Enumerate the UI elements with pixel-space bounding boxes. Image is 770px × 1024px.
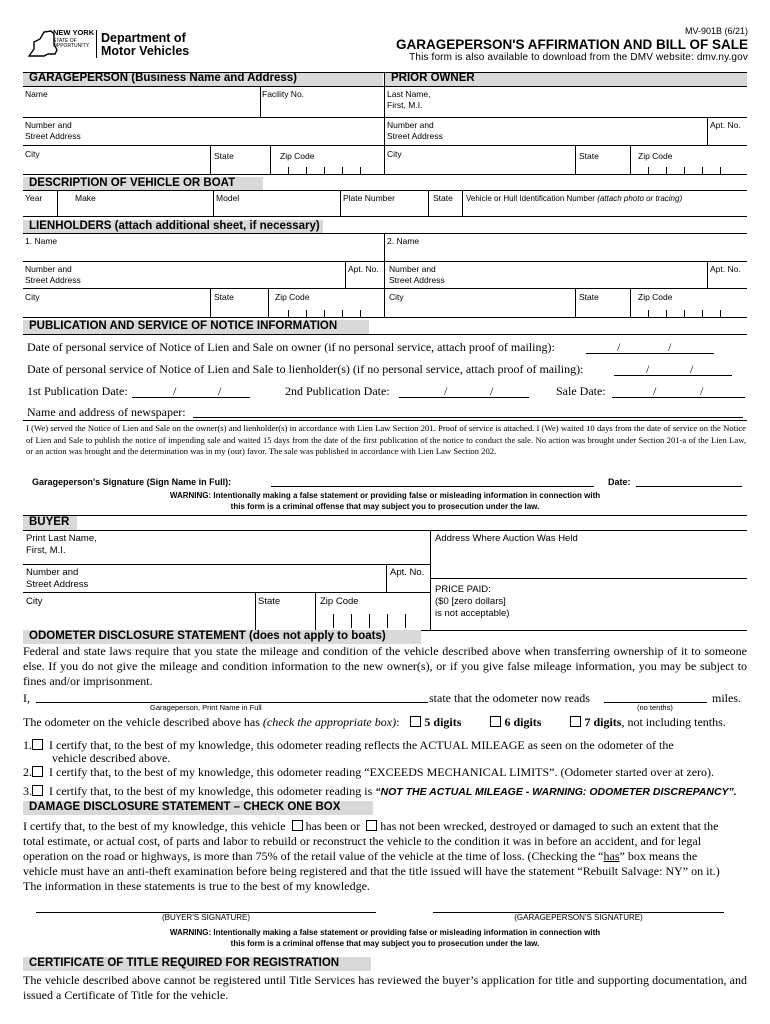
odometer-heading: ODOMETER DISCLOSURE STATEMENT (does not apply to boats) [23,630,421,644]
garage-city-label: City [25,149,40,159]
prior-street-label: Street Address [387,131,443,141]
damage-warning-line1: WARNING: Intentionally making a false statement or providing false or misleading information in connection with [169,928,601,937]
publication-warning-line2: this form is a criminal offense that may subject you to prosecution under the law. [230,502,540,511]
lien2-number-label: Number and [389,264,436,274]
buyer-street-label: Street Address [26,579,89,590]
form-number: MV-901B (6/21) [684,26,748,36]
prior-number-label: Number and [387,120,434,130]
garage-zip-label: Zip Code [280,151,315,161]
first-publication-label: 1st Publication Date: [27,384,128,398]
odometer-state-reads-label: state that the odometer now reads [429,691,590,705]
owner-service-date-field[interactable] [586,353,714,354]
garage-street-label: Street Address [25,131,81,141]
prior-owner-heading: PRIOR OWNER [385,72,747,86]
buyer-state-label: State [258,596,281,607]
buyer-last-name-label: Print Last Name, [26,533,97,544]
garageperson-heading: GARAGEPERSON (Business Name and Address) [23,72,383,86]
garage-number-label: Number and [25,120,72,130]
prior-apt-label: Apt. No. [710,120,741,130]
buyer-number-label: Number and [26,567,79,578]
print-name-caption: Garageperson, Print Name in Full [150,703,262,712]
prior-city-label: City [387,149,402,159]
not-actual-checkbox[interactable] [32,785,43,796]
lien1-state-label: State [214,292,234,302]
lien1-city-label: City [25,292,40,302]
lien1-name-label: 1. Name [25,236,58,246]
seven-digits-checkbox[interactable] [570,716,581,727]
newspaper-field[interactable] [193,417,743,418]
sale-date-label: Sale Date: [556,384,606,398]
damage-warning-line2: this form is a criminal offense that may subject you to prosecution under the law. [230,939,540,948]
dept-line1: Department of [101,31,186,45]
buyer-city-label: City [26,596,43,607]
lien2-street-label: Street Address [389,275,445,285]
lien2-zip-label: Zip Code [638,292,673,302]
logo-divider [96,30,97,58]
sale-date-field[interactable] [612,397,745,398]
prior-last-name-label: Last Name, [387,89,431,99]
prior-state-label: State [579,151,599,161]
publication-warning-line1: WARNING: Intentionally making a false statement or providing false or misleading information in connection with [169,491,601,500]
certificate-heading: CERTIFICATE OF TITLE REQUIRED FOR REGISTRATION [23,957,371,971]
prior-first-mi-label: First, M.I. [387,100,423,110]
damage-heading: DAMAGE DISCLOSURE STATEMENT – CHECK ONE BOX [23,801,373,815]
garage-signature-field[interactable] [271,486,594,487]
logo-line3: OPPORTUNITY. [53,43,90,49]
buyer-first-mi-label: First, M.I. [26,545,66,556]
lien2-name-label: 2. Name [387,236,420,246]
five-digits-checkbox[interactable] [410,716,421,727]
lienholder-service-date-field[interactable] [614,375,732,376]
price-paid-note2: is not acceptable) [435,608,510,619]
vehicle-year-label: Year [25,193,43,203]
second-publication-field[interactable] [399,397,529,398]
first-publication-field[interactable] [132,397,250,398]
prior-zip-label: Zip Code [638,151,673,161]
certify-1-cont: vehicle described above. [52,751,171,765]
vehicle-model-label: Model [216,193,240,203]
odometer-digits-line: The odometer on the vehicle described above has (check the appropriate box): 5 digits 6 digits 7 digits, not including tenths. [23,715,726,729]
has-not-been-checkbox[interactable] [366,820,377,831]
vehicle-vin-label: Vehicle or Hull Identification Number (attach photo or tracing) [466,194,683,203]
garage-date-label: Date: [608,477,631,487]
damage-line3: operation on the road or highways, is more than 75% of the retail value of the vehicle at the time of loss. (Checking the “has” box means the [23,849,698,863]
buyer-heading: BUYER [23,516,77,530]
lienholder-service-label: Date of personal service of Notice of Lien and Sale to lienholder(s) (if no personal service, attach proof of mailing): [27,362,584,376]
certify-1: 1. I certify that, to the best of my knowledge, this odometer reading reflects the ACTUAL MILEAGE as seen on the odometer of the [23,738,674,752]
buyer-apt-label: Apt. No. [390,567,425,578]
odometer-i-label: I, [23,691,30,705]
publication-heading: PUBLICATION AND SERVICE OF NOTICE INFORMATION [23,320,369,334]
lien1-number-label: Number and [25,264,72,274]
buyer-zip-label: Zip Code [320,596,359,607]
lien2-city-label: City [389,292,404,302]
garage-affirmation-text: I (We) served the Notice of Lien and Sale on the owner(s) and lienholder(s) in accordance with Lien Law Section 201. Proof of service is attached. I (We) waited 10 days from the date of service on the Notice of Lien and Sale to publish the notice of impending sale and waited 15 days from the date of the first publication of the notice to conduct the sale. No action was brought under Section 201-a of the Lien Law, or an action was brought and the determination was in my (our) favor. The sale was published in accordance with Lien Law Section 202. [26,423,746,457]
lien1-street-label: Street Address [25,275,81,285]
price-paid-label: PRICE PAID: [435,584,491,595]
damage-line1: I certify that, to the best of my knowledge, this vehicle has been or has not been wrecked, destroyed or damaged to such an extent that the [23,819,719,833]
garage-facility-label: Facility No. [262,89,305,99]
logo-line1: NEW YORK [53,28,95,37]
lien1-zip-label: Zip Code [275,292,310,302]
vehicle-make-label: Make [75,193,96,203]
exceeds-limits-checkbox[interactable] [32,766,43,777]
garage-name-label: Name [25,89,48,99]
newspaper-label: Name and address of newspaper: [27,405,186,419]
six-digits-checkbox[interactable] [490,716,501,727]
garage-signature2-caption: (GARAGEPERSON'S SIGNATURE) [514,913,643,922]
lien2-apt-label: Apt. No. [710,264,741,274]
price-paid-note1: ($0 [zero dollars] [435,596,506,607]
garage-state-label: State [214,151,234,161]
no-tenths-caption: (no tenths) [637,703,673,712]
damage-line5: The information in these statements is true to the best of my knowledge. [23,879,370,893]
auction-address-label: Address Where Auction Was Held [435,533,578,544]
garage-signature-label: Garageperson's Signature (Sign Name in Full): [32,477,232,487]
has-been-checkbox[interactable] [292,820,303,831]
lien1-apt-label: Apt. No. [348,264,379,274]
vehicle-heading: DESCRIPTION OF VEHICLE OR BOAT [23,177,263,190]
logo-line2: STATE OF [53,38,77,44]
second-publication-label: 2nd Publication Date: [285,384,390,398]
form-subtitle: This form is also available to download from the DMV website: dmv.ny.gov [409,52,748,63]
damage-line2: total estimate, or actual cost, of parts and labor to rebuild or reconstruct the vehicle to the condition it was in before an accident, and for legal [23,834,702,848]
lienholders-heading: LIENHOLDERS (attach additional sheet, if necessary) [23,220,323,233]
vehicle-plate-label: Plate Number [343,193,395,203]
actual-mileage-checkbox[interactable] [32,739,43,750]
dept-line2: Motor Vehicles [101,44,190,58]
buyer-signature-caption: (BUYER'S SIGNATURE) [161,913,251,922]
form-title: GARAGEPERSON'S AFFIRMATION AND BILL OF SALE [396,37,748,52]
odometer-intro-text: Federal and state laws require that you state the mileage and condition of the vehicle described above when transferring ownership of it to someone else. If you do not give the mileage and condition information to the new owner(s), or if you give false mileage information, you may be subject to fines and/or imprisonment. [23,644,747,688]
odometer-miles-label: miles. [712,691,741,705]
certify-2: 2. I certify that, to the best of my knowledge, this odometer reading “EXCEEDS MECHANICAL LIMITS”. (Odometer started over at zero). [23,765,715,779]
lien2-state-label: State [579,292,599,302]
certificate-text: The vehicle described above cannot be registered until Title Services has reviewed the buyer’s application for title and supporting documentation, and issued a Certificate of Title for the vehicle. [23,973,747,1002]
vehicle-state-label: State [433,193,453,203]
certify-3: 3. I certify that, to the best of my knowledge, this odometer reading is “NOT THE ACTUAL MILEAGE - WARNING: ODOMETER DISCREPANCY”. [23,784,737,798]
owner-service-label: Date of personal service of Notice of Lien and Sale on owner (if no personal service, attach proof of mailing): [27,340,555,354]
damage-line4: vehicle must have an anti-theft examination before being registered and that the title issued will have the statement “Rebuilt Salvage: NY” on it.) [23,864,720,878]
garage-date-field[interactable] [636,486,742,487]
